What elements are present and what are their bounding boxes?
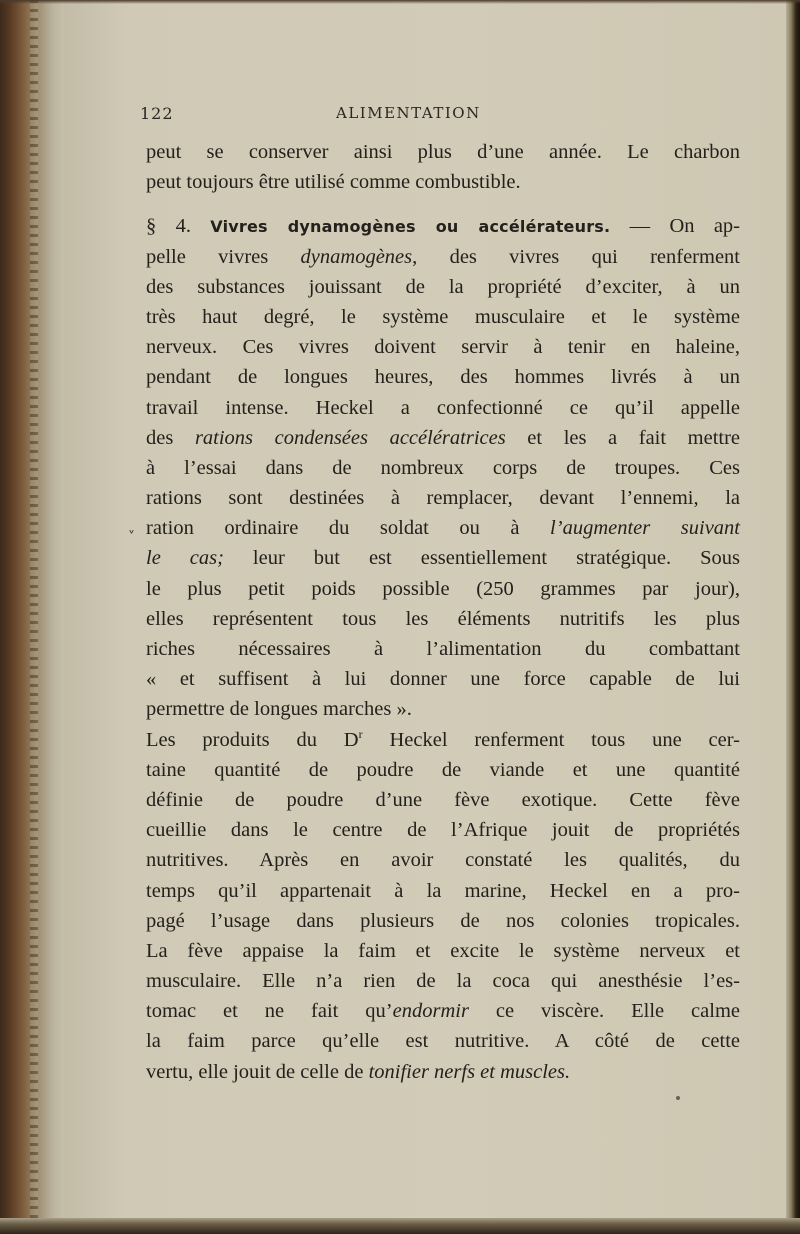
running-title: ALIMENTATION <box>336 104 481 122</box>
text-fragment: pelle vivres <box>146 245 301 268</box>
margin-mark: ˬ <box>128 518 135 534</box>
text-fragment: — On ap- <box>629 215 741 238</box>
text-fragment: et les a fait mettre <box>505 426 741 449</box>
page-header <box>140 104 740 128</box>
italic-term: tonifier nerfs et muscles. <box>368 1060 571 1083</box>
italic-term: dynamogènes <box>300 245 413 268</box>
text-line: « et suffisent à lui donner une force capable de lui <box>146 668 740 691</box>
text-line: taine quantité de poudre de viande et une quantité <box>146 758 740 781</box>
text-fragment: , des vivres qui renferment <box>412 245 740 268</box>
text-fragment: tomac et ne fait qu’ <box>146 1000 393 1023</box>
bottom-page-edge <box>0 1218 800 1234</box>
text-line: définie de poudre d’une fève exotique. Cette fève <box>146 788 740 811</box>
paragraph-heckel-products <box>146 725 740 1087</box>
text-line <box>146 423 740 453</box>
ink-speck <box>676 1096 680 1100</box>
text-fragment: ration ordinaire du soldat ou à <box>146 517 551 540</box>
text-line: à l’essai dans de nombreux corps de troupes. Ces <box>146 456 740 479</box>
text-line: la faim parce qu’elle est nutritive. A côté de cette <box>146 1030 740 1053</box>
text-line: La fève appaise la faim et excite le système nerveux et <box>146 939 740 962</box>
body-text <box>146 137 740 1087</box>
text-line <box>146 513 740 543</box>
text-line: le plus petit poids possible (250 grammes par jour), <box>146 577 740 600</box>
text-fragment: Heckel renferment tous une cer- <box>362 728 740 751</box>
text-fragment: Les produits du D <box>146 728 359 751</box>
section-heading: Vivres dynamogènes ou accélérateurs. <box>210 217 611 237</box>
text-line <box>146 725 740 755</box>
italic-term: le cas; <box>146 547 224 570</box>
top-page-edge <box>0 0 800 4</box>
text-line: peut toujours être utilisé comme combustible. <box>146 171 521 194</box>
superscript: r <box>358 726 363 741</box>
text-fragment: vertu, elle jouit de celle de <box>146 1060 369 1083</box>
text-line: temps qu’il appartenait à la marine, Heckel en a pro- <box>146 879 740 902</box>
text-line: pendant de longues heures, des hommes livrés à un <box>146 366 740 389</box>
text-line <box>146 996 740 1026</box>
text-line: travail intense. Heckel a confectionné ce qu’il appelle <box>146 396 740 419</box>
text-line: musculaire. Elle n’a rien de la coca qui anesthésie l’es- <box>146 970 740 993</box>
section-4 <box>146 211 740 724</box>
paragraph-continuation <box>146 137 740 197</box>
text-line: riches nécessaires à l’alimentation du combattant <box>146 638 740 660</box>
italic-term: rations condensées accélératrices <box>194 426 506 449</box>
text-line <box>146 1057 740 1087</box>
text-line: des substances jouissant de la propriété d’exciter, à un <box>146 275 740 298</box>
italic-term: l’augmenter suivant <box>550 517 740 540</box>
text-line <box>146 543 740 573</box>
text-line: permettre de longues marches ». <box>146 698 412 721</box>
italic-term: endormir <box>392 1000 469 1023</box>
text-line: cueillie dans le centre de l’Afrique jouit de propriétés <box>146 819 740 842</box>
text-line: pagé l’usage dans plusieurs de nos colonies tropicales. <box>146 909 740 932</box>
text-line: peut se conserver ainsi plus d’une année. Le charbon <box>146 141 740 163</box>
text-line: rations sont destinées à remplacer, devant l’ennemi, la <box>146 487 740 510</box>
text-line: très haut degré, le système musculaire et le système <box>146 305 740 328</box>
page-number: 122 <box>140 104 174 123</box>
text-line: elles représentent tous les éléments nutritifs les plus <box>146 607 740 630</box>
text-fragment: leur but est essentiellement stratégique. Sous <box>223 547 740 570</box>
text-fragment: des <box>146 426 195 449</box>
section-number: § 4. <box>146 215 191 238</box>
text-line: nerveux. Ces vivres doivent servir à tenir en haleine, <box>146 336 740 359</box>
text-line: nutritives. Après en avoir constaté les qualités, du <box>146 849 740 872</box>
right-page-edge <box>786 0 800 1234</box>
text-line <box>146 242 740 272</box>
text-fragment: ce viscère. Elle calme <box>468 1000 740 1023</box>
text-line <box>146 211 740 241</box>
